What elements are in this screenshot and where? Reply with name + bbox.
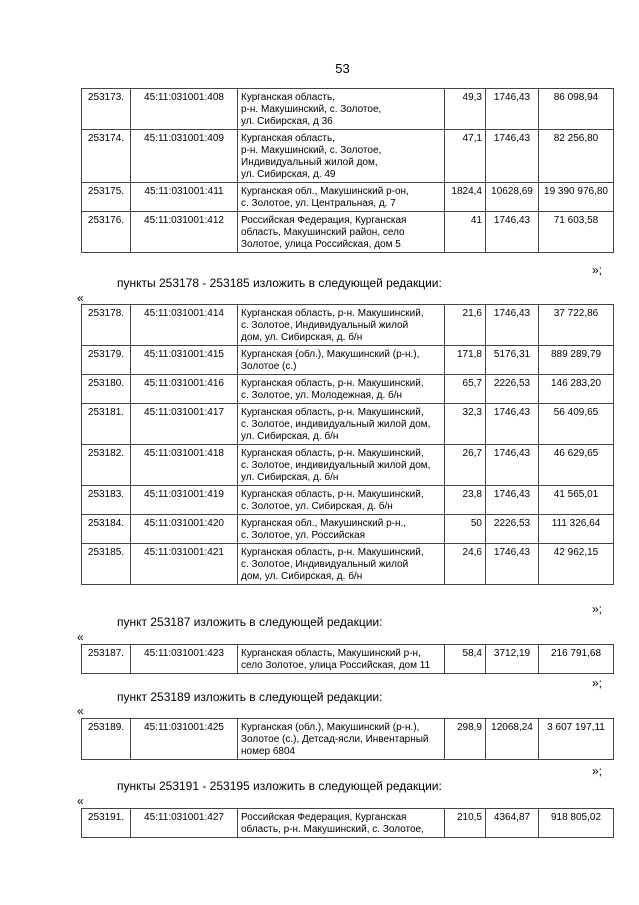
row-number: 253184.: [82, 515, 131, 544]
cadastral-number: 45:11:031001:427: [131, 809, 238, 838]
row-number: 253189.: [82, 719, 131, 760]
area: 65,7: [445, 375, 486, 404]
address: [238, 719, 445, 760]
cadastral-cost: 42 962,15: [539, 544, 614, 585]
cadastral-cost: 889 289,79: [539, 346, 614, 375]
cadastral-number: 45:11:031001:417: [131, 404, 238, 445]
address: [238, 183, 445, 212]
area: 50: [445, 515, 486, 544]
closing-quote: »;: [592, 676, 603, 690]
unit-price: 1746,43: [486, 445, 539, 486]
unit-price: 1746,43: [486, 404, 539, 445]
cadastral-cost: 86 098,94: [539, 89, 614, 130]
address: [238, 809, 445, 838]
cadastral-cost: 46 629,65: [539, 445, 614, 486]
cadastral-number: 45:11:031001:411: [131, 183, 238, 212]
address-line: с. Золотое, Индивидуальный жилой: [241, 559, 409, 570]
unit-price: 1746,43: [486, 130, 539, 183]
address-line: р-н. Макушинский, с. Золотое,: [241, 104, 382, 115]
address-line: Российская Федерация, Курганская: [241, 215, 407, 226]
row-number: 253176.: [82, 212, 131, 253]
address-line: Курганская область, р-н. Макушинский,: [241, 407, 424, 418]
registry-table-1: [81, 88, 614, 253]
table-row: [82, 486, 614, 515]
address-line: Курганская область, р-н. Макушинский,: [241, 448, 424, 459]
area: 298,9: [445, 719, 486, 760]
address-line: Курганская обл., Макушинский р-н.,: [241, 518, 407, 529]
address-line: Золотое (с.), Детсад-ясли, Инвентарный: [241, 734, 429, 745]
address-line: с. Золотое, ул. Молодежная, д. б/н: [241, 390, 403, 401]
area: 41: [445, 212, 486, 253]
area: 21,6: [445, 305, 486, 346]
area: 32,3: [445, 404, 486, 445]
table-row: [82, 305, 614, 346]
address: [238, 346, 445, 375]
unit-price: 5176,31: [486, 346, 539, 375]
address-line: Курганская область,: [241, 92, 335, 103]
cadastral-cost: 146 283,20: [539, 375, 614, 404]
address-line: село Золотое, улица Российская, дом 11: [241, 660, 431, 671]
unit-price: 4364,87: [486, 809, 539, 838]
opening-quote: «: [77, 794, 84, 808]
table-row: [82, 645, 614, 674]
cadastral-cost: 37 722,86: [539, 305, 614, 346]
table-row: [82, 375, 614, 404]
registry-table-3: [81, 644, 614, 674]
area: 210,5: [445, 809, 486, 838]
address-line: дом, ул. Сибирская, д. б/н: [241, 571, 363, 582]
row-number: 253185.: [82, 544, 131, 585]
address: [238, 445, 445, 486]
address-line: Российская Федерация, Курганская: [241, 812, 407, 823]
address-line: Курганская область, Макушинский р-н,: [241, 648, 421, 659]
unit-price: 1746,43: [486, 305, 539, 346]
cadastral-cost: 56 409,65: [539, 404, 614, 445]
unit-price: 12068,24: [486, 719, 539, 760]
address: [238, 89, 445, 130]
unit-price: 2226,53: [486, 515, 539, 544]
instruction-text: пункты 253178 - 253185 изложить в следующей редакции:: [117, 276, 442, 290]
row-number: 253174.: [82, 130, 131, 183]
row-number: 253179.: [82, 346, 131, 375]
address-line: номер 6804: [241, 746, 296, 757]
address-line: с. Золотое, ул. Российская: [241, 530, 366, 541]
address-line: ул. Сибирская, д. б/н: [241, 472, 339, 483]
address-line: Курганская область, р-н. Макушинский,: [241, 547, 424, 558]
address-line: ул. Сибирская, д 36: [241, 116, 333, 127]
area: 24,6: [445, 544, 486, 585]
area: 58,4: [445, 645, 486, 674]
address-line: Золотое, улица Российская, дом 5: [241, 239, 401, 250]
unit-price: 2226,53: [486, 375, 539, 404]
opening-quote: «: [77, 291, 84, 305]
closing-quote: »;: [592, 263, 603, 277]
cadastral-number: 45:11:031001:416: [131, 375, 238, 404]
unit-price: 10628,69: [486, 183, 539, 212]
row-number: 253173.: [82, 89, 131, 130]
row-number: 253175.: [82, 183, 131, 212]
table-row: [82, 346, 614, 375]
area: 26,7: [445, 445, 486, 486]
address-line: Курганская область, р-н. Макушинский,: [241, 489, 424, 500]
cadastral-cost: 216 791,68: [539, 645, 614, 674]
address-line: с. Золотое, индивидуальный жилой дом,: [241, 460, 431, 471]
address: [238, 544, 445, 585]
address-line: дом, ул. Сибирская, д. б/н: [241, 332, 363, 343]
table-row: [82, 515, 614, 544]
cadastral-cost: 71 603,58: [539, 212, 614, 253]
address-line: Курганская обл., Макушинский р-он,: [241, 186, 409, 197]
area: 171,8: [445, 346, 486, 375]
address-line: Золотое (с.): [241, 361, 297, 372]
unit-price: 3712,19: [486, 645, 539, 674]
unit-price: 1746,43: [486, 544, 539, 585]
address: [238, 404, 445, 445]
opening-quote: «: [77, 704, 84, 718]
area: 23,8: [445, 486, 486, 515]
row-number: 253182.: [82, 445, 131, 486]
row-number: 253187.: [82, 645, 131, 674]
registry-table-2: [81, 304, 614, 585]
address: [238, 212, 445, 253]
address: [238, 486, 445, 515]
row-number: 253181.: [82, 404, 131, 445]
page-number: 53: [335, 61, 350, 76]
cadastral-number: 45:11:031001:415: [131, 346, 238, 375]
cadastral-number: 45:11:031001:414: [131, 305, 238, 346]
opening-quote: «: [77, 630, 84, 644]
cadastral-cost: 19 390 976,80: [539, 183, 614, 212]
table-row: [82, 544, 614, 585]
cadastral-number: 45:11:031001:423: [131, 645, 238, 674]
row-number: 253183.: [82, 486, 131, 515]
registry-table-4: [81, 718, 614, 760]
address-line: Курганская область, р-н. Макушинский,: [241, 378, 424, 389]
cadastral-number: 45:11:031001:418: [131, 445, 238, 486]
cadastral-number: 45:11:031001:420: [131, 515, 238, 544]
row-number: 253178.: [82, 305, 131, 346]
area: 49,3: [445, 89, 486, 130]
address-line: с. Золотое, ул. Центральная, д. 7: [241, 198, 396, 209]
table-row: [82, 89, 614, 130]
table-row: [82, 212, 614, 253]
registry-table-5: [81, 808, 614, 838]
cadastral-number: 45:11:031001:425: [131, 719, 238, 760]
unit-price: 1746,43: [486, 486, 539, 515]
cadastral-cost: 41 565,01: [539, 486, 614, 515]
address-line: с. Золотое, ул. Сибирская, д. б/н: [241, 501, 393, 512]
closing-quote: »;: [592, 764, 603, 778]
address-line: с. Золотое, индивидуальный жилой дом,: [241, 419, 431, 430]
address: [238, 130, 445, 183]
address: [238, 375, 445, 404]
address-line: Курганская (обл.), Макушинский (р-н.),: [241, 722, 420, 733]
cadastral-number: 45:11:031001:421: [131, 544, 238, 585]
instruction-text: пункты 253191 - 253195 изложить в следующей редакции:: [117, 779, 442, 793]
address-line: ул. Сибирская, д. 49: [241, 169, 336, 180]
address-line: область, р-н. Макушинский, с. Золотое,: [241, 824, 424, 835]
table-row: [82, 404, 614, 445]
address: [238, 515, 445, 544]
address-line: Индивидуальный жилой дом,: [241, 157, 378, 168]
cadastral-number: 45:11:031001:412: [131, 212, 238, 253]
instruction-text: пункт 253187 изложить в следующей редакции:: [117, 615, 383, 629]
table-row: [82, 183, 614, 212]
cadastral-cost: 918 805,02: [539, 809, 614, 838]
address-line: с. Золотое, Индивидуальный жилой: [241, 320, 409, 331]
table-row: [82, 445, 614, 486]
address-line: ул. Сибирская, д. б/н: [241, 431, 339, 442]
address-line: Курганская (обл.), Макушинский (р-н.),: [241, 349, 420, 360]
address: [238, 645, 445, 674]
area: 47,1: [445, 130, 486, 183]
closing-quote: »;: [592, 602, 603, 616]
cadastral-number: 45:11:031001:408: [131, 89, 238, 130]
cadastral-number: 45:11:031001:419: [131, 486, 238, 515]
area: 1824,4: [445, 183, 486, 212]
address-line: область, Макушинский район, село: [241, 227, 405, 238]
address: [238, 305, 445, 346]
cadastral-number: 45:11:031001:409: [131, 130, 238, 183]
cadastral-cost: 111 326,64: [539, 515, 614, 544]
address-line: Курганская область,: [241, 133, 335, 144]
table-row: [82, 719, 614, 760]
table-row: [82, 809, 614, 838]
instruction-text: пункт 253189 изложить в следующей редакции:: [117, 690, 383, 704]
address-line: р-н. Макушинский, с. Золотое,: [241, 145, 382, 156]
cadastral-cost: 3 607 197,11: [539, 719, 614, 760]
table-row: [82, 130, 614, 183]
unit-price: 1746,43: [486, 212, 539, 253]
row-number: 253191.: [82, 809, 131, 838]
unit-price: 1746,43: [486, 89, 539, 130]
row-number: 253180.: [82, 375, 131, 404]
address-line: Курганская область, р-н. Макушинский,: [241, 308, 424, 319]
cadastral-cost: 82 256,80: [539, 130, 614, 183]
